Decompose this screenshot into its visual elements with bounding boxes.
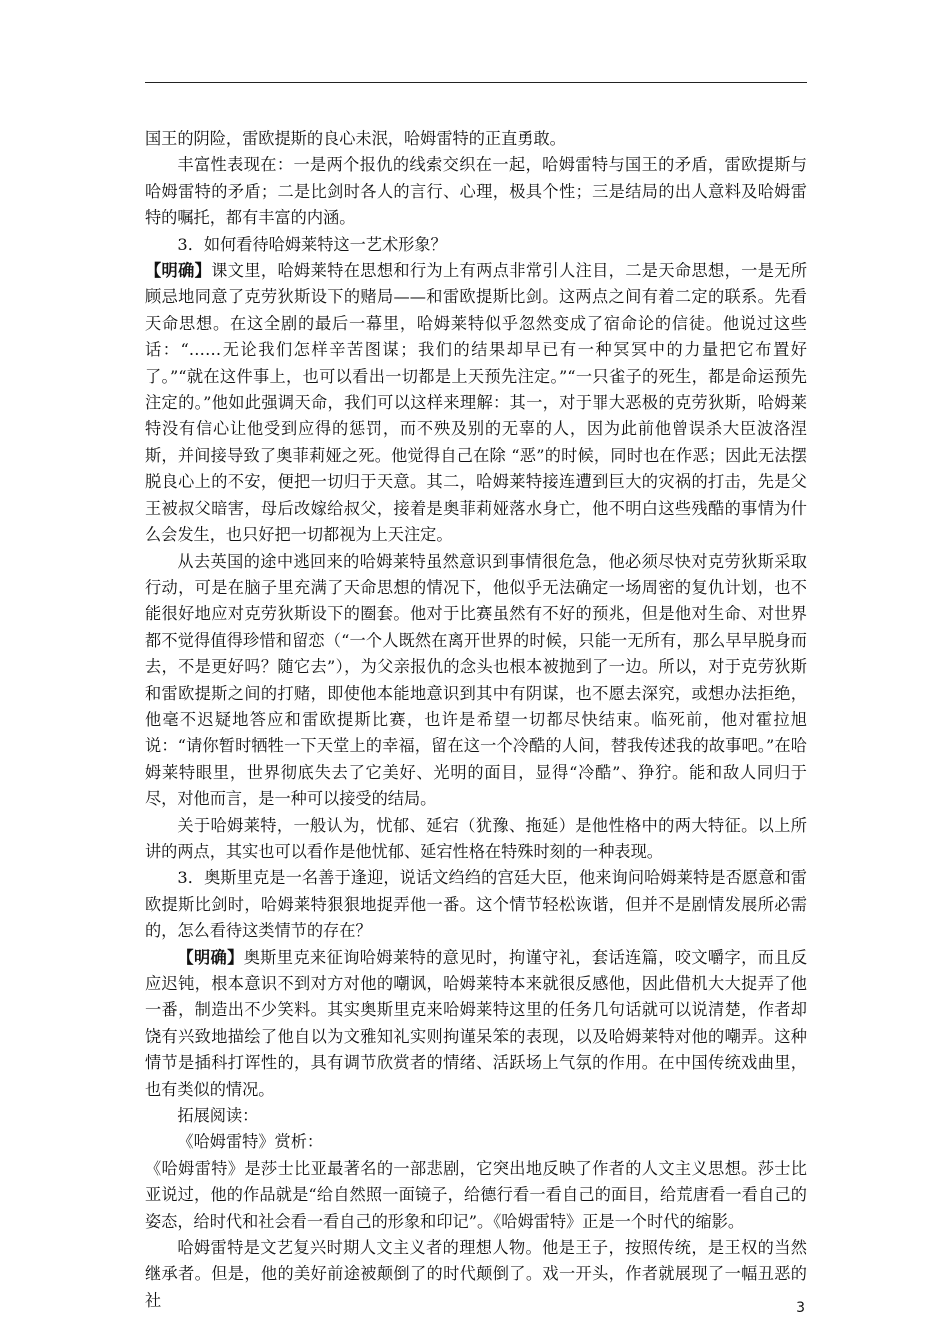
paragraph-12: 哈姆雷特是文艺复兴时期人文主义者的理想人物。他是王子，按照传统，是王权的当然继承者。但是，他的美好前途被颠倒了的时代颠倒了。戏一开头，作者就展现了一幅丑恶的社 <box>145 1238 807 1310</box>
answer-paragraph-2 <box>145 945 807 1103</box>
answer-paragraph-1 <box>145 258 807 548</box>
question-heading-1: 3．如何看待哈姆莱特这一艺术形象？ <box>177 234 447 254</box>
paragraph-1: 国王的阴险，雷欧提斯的良心未泯，哈姆雷特的正直勇敢。 <box>145 129 566 148</box>
answer-label: 【明确】 <box>177 947 244 967</box>
answer-text: 课文里，哈姆莱特在思想和行为上有两点非常引人注目，二是天命思想，一是无所顾忌地同意了克劳狄斯设下的赌局——和雷欧提斯比剑。这两点之间有着二定的联系。先看天命思想。在这全剧的最后一幕里，哈姆莱特似乎忽然变成了宿命论的信徒。他说过这些话：“……无论我们怎样辛苦图谋；我们的结果却早已有一种冥冥中的力量把它布置好了。”“就在这件事上，也可以看出一切都是上天预先注定。”“一只雀子的死生，都是命运预先注定的。”他如此强调天命，我们可以这样来理解：其一，对于罪大恶极的克劳狄斯，哈姆莱特没有信心让他受到应得的惩罚，而不殃及别的无辜的人，因为此前他曾误杀大臣波洛涅斯，并间接导致了奥菲莉娅之死。他觉得自己在除 “恶”的时候，同时也在作恶；因此无法摆脱良心上的不安，便把一切归于天意。其二，哈姆莱特接连遭到巨大的灾祸的打击，先是父王被叔父暗害，母后改嫁给叔父，接着是奥菲莉娅落水身亡，他不明白这些残酷的事情为什么会发生，也只好把一切都视为上天注定。 <box>145 261 808 545</box>
paragraph-11: 《哈姆雷特》是莎士比亚最著名的一部悲剧，它突出地反映了作者的人文主义思想。莎士比亚说过，他的作品就是“给自然照一面镜子，给德行看一看自己的面目，给荒唐看一看自己的姿态，给时代和社会看一看自己的形象和印记”。《哈姆雷特》正是一个时代的缩影。 <box>145 1158 807 1231</box>
extended-reading-heading: 拓展阅读： <box>177 1106 259 1126</box>
paragraph-5: 从去英国的途中逃回来的哈姆莱特虽然意识到事情很危急，他必须尽快对克劳狄斯采取行动，可是在脑子里充满了天命思想的情况下，他似乎无法确定一场周密的复仇计划，也不能很好地应对克劳狄斯设下的圈套。他对于比赛虽然有不好的预兆，但是他对生命、对世界都不觉得值得珍惜和留恋（“一个人既然在离开世界的时候，只能一无所有，那么早早脱身而去，不是更好吗？随它去”），为父亲报仇的念头也根本被抛到了一边。所以，对于克劳狄斯和雷欧提斯之间的打赌，即使他本能地意识到其中有阴谋，也不愿去深究，或想办法拒绝，他毫不迟疑地答应和雷欧提斯比赛，也许是希望一切都尽快结束。临死前，他对霍拉旭说：“请你暂时牺牲一下天堂上的幸福，留在这一个冷酷的人间，替我传述我的故事吧。”在哈姆莱特眼里，世界彻底失去了它美好、光明的面目，显得“冷酷”、狰狞。能和敌人同归于尽，对他而言，是一种可以接受的结局。 <box>145 551 807 809</box>
paragraph-6: 关于哈姆莱特，一般认为，忧郁、延宕（犹豫、拖延）是他性格中的两大特征。以上所讲的两点，其实也可以看作是他忧郁、延宕性格在特殊时刻的一种表现。 <box>145 815 807 861</box>
answer-text: 奥斯里克来征询哈姆莱特的意见时，拘谨守礼，套话连篇，咬文嚼字，而且反应迟钝，根本意识不到对方对他的嘲讽，哈姆莱特本来就很反感他，因此借机大大捉弄了他一番，制造出不少笑料。其实奥斯里克来哈姆莱特这里的任务几句话就可以说清楚，作者却饶有兴致地描绘了他自以为文雅知礼实则拘谨呆笨的表现，以及哈姆莱特对他的嘲弄。这种情节是插科打诨性的，具有调节欣赏者的情绪、活跃场上气氛的作用。在中国传统戏曲里，也有类似的情况。 <box>145 947 808 1099</box>
appreciation-heading: 《哈姆雷特》赏析： <box>177 1132 324 1152</box>
question-heading-2: 3．奥斯里克是一名善于逢迎，说话文绉绉的宫廷大臣，他来询问哈姆莱特是否愿意和雷欧提斯比剑时，哈姆莱特狠狠地捉弄他一番。这个情节轻松诙谐，但并不是剧情发展所必需的，怎么看待这类情节的存在？ <box>145 868 807 941</box>
page-number: 3 <box>796 1300 805 1316</box>
paragraph-2: 丰富性表现在：一是两个报仇的线索交织在一起，哈姆雷特与国王的矛盾，雷欧提斯与哈姆雷特的矛盾；二是比剑时各人的言行、心理，极具个性；三是结局的出人意料及哈姆雷特的嘱托，都有丰富的内涵。 <box>145 155 807 228</box>
header-rule <box>145 82 807 83</box>
document-body <box>145 126 807 1314</box>
answer-label: 【明确】 <box>145 261 212 281</box>
